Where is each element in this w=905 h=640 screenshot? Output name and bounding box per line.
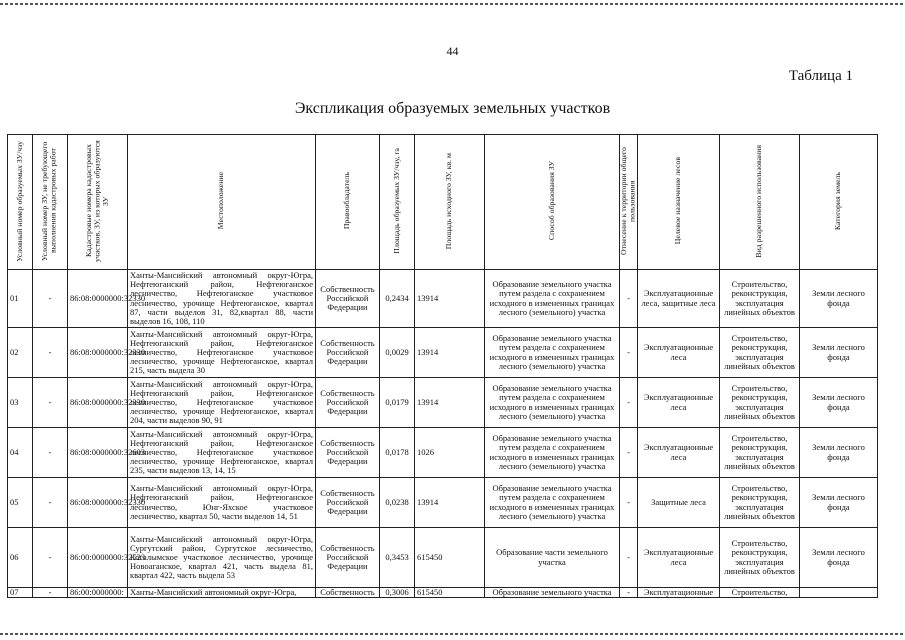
cell-area: 0,2434 xyxy=(380,270,415,328)
cell-purpose: Эксплуатационные леса xyxy=(638,378,720,428)
cell-category: Земли лесного фонда xyxy=(800,528,878,588)
cell-purpose: Эксплуатационные леса xyxy=(638,428,720,478)
cell-location: Ханты-Мансийский автономный округ-Югра, Нефтеюганский район, Нефтеюганское лесничество, Нефтеюганское участковое лесничество, урочище Нефтеюганское, квартал 215, часть выдела 30 xyxy=(128,328,316,378)
cell-owner: Собственность Российской Федерации xyxy=(316,528,380,588)
page-number: 44 xyxy=(446,44,459,58)
cell-common: - xyxy=(620,328,638,378)
cell-owner: Собственность Российской Федерации xyxy=(316,270,380,328)
table-row xyxy=(8,428,878,478)
column-header: Способ образования ЗУ xyxy=(546,161,556,241)
cell-num: 02 xyxy=(8,328,33,378)
cell-owner: Собственность Российской Федерации xyxy=(316,478,380,528)
cell-purpose: Эксплуатационные леса xyxy=(638,328,720,378)
column-header: Местоположение xyxy=(216,172,226,230)
column-header: Площадь исходного ЗУ, кв. м xyxy=(444,152,454,250)
scan-top-edge xyxy=(0,3,905,5)
cell-category: Земли лесного фонда xyxy=(800,428,878,478)
cell-use: Строительство, реконструкция, эксплуатация линейных объектов xyxy=(720,270,800,328)
cell-area: 0,3453 xyxy=(380,528,415,588)
cell-common: - xyxy=(620,270,638,328)
column-header: Площадь образуемых ЗУ/чзу, га xyxy=(391,148,401,254)
cell-cadastral: 86:08:0000000:32330 xyxy=(68,478,128,528)
cell-cadastral: 86:08:0000000:32330 xyxy=(68,328,128,378)
cell-nocad: - xyxy=(33,428,68,478)
cell-purpose: Эксплуатационные xyxy=(638,588,720,598)
cell-num: 07 xyxy=(8,588,33,598)
cell-common: - xyxy=(620,378,638,428)
scan-bottom-edge xyxy=(0,633,905,635)
column-header: Вид разрешенного использования xyxy=(754,144,764,258)
table-row xyxy=(8,588,878,598)
column-header: Правообладатель xyxy=(342,172,352,230)
cell-location: Ханты-Мансийский автономный округ-Югра, Нефтеюганский район, Нефтеюганское лесничество, Нефтеюганское участковое лесничество, урочище Нефтеюганское, квартал 87, части выделов 31, 82,квартал 88, части выделов 16, 108, 110 xyxy=(128,270,316,328)
cell-area: 0,0029 xyxy=(380,328,415,378)
table-row xyxy=(8,328,878,378)
cell-area: 0,3006 xyxy=(380,588,415,598)
column-header: Кадастровые номера кадастровых участков, ЗУ, из которых образуются ЗУ xyxy=(83,140,110,262)
explication-table xyxy=(7,134,878,598)
cell-cadastral: 86:00:0000000: xyxy=(68,588,128,598)
cell-category: Земли лесного фонда xyxy=(800,378,878,428)
cell-location: Ханты-Мансийский автономный округ-Югра, xyxy=(128,588,316,598)
cell-use: Строительство, реконструкция, эксплуатация линейных объектов xyxy=(720,478,800,528)
cell-owner: Собственность xyxy=(316,588,380,598)
document-title: Экспликация образуемых земельных участков xyxy=(294,100,611,117)
table-row xyxy=(8,270,878,328)
cell-cadastral: 86:00:0000000:32523 xyxy=(68,528,128,588)
table-row xyxy=(8,478,878,528)
cell-nocad: - xyxy=(33,528,68,588)
cell-area: 0,0179 xyxy=(380,378,415,428)
cell-source-area: 615450 xyxy=(415,588,485,598)
cell-owner: Собственность Российской Федерации xyxy=(316,328,380,378)
cell-common: - xyxy=(620,478,638,528)
cell-method: Образование земельного участка путем раздела с сохранением исходного в измененных границах лесного (земельного) участка xyxy=(485,378,620,428)
cell-method: Образование земельного участка путем раздела с сохранением исходного в измененных границах лесного (земельного) участка xyxy=(485,270,620,328)
cell-common: - xyxy=(620,588,638,598)
cell-purpose: Эксплуатационные леса xyxy=(638,528,720,588)
cell-owner: Собственность Российской Федерации xyxy=(316,428,380,478)
cell-use: Строительство, xyxy=(720,588,800,598)
table-row xyxy=(8,378,878,428)
cell-method: Образование земельного участка путем раздела с сохранением исходного в измененных границах лесного (земельного) участка xyxy=(485,328,620,378)
cell-num: 06 xyxy=(8,528,33,588)
cell-source-area: 615450 xyxy=(415,528,485,588)
table-label: Таблица 1 xyxy=(788,68,853,84)
cell-owner: Собственность Российской Федерации xyxy=(316,378,380,428)
cell-source-area: 13914 xyxy=(415,270,485,328)
cell-cadastral: 86:08:0000000:32330 xyxy=(68,378,128,428)
cell-method: Образование земельного участка xyxy=(485,588,620,598)
cell-area: 0,0178 xyxy=(380,428,415,478)
header-row xyxy=(8,135,878,270)
cell-num: 03 xyxy=(8,378,33,428)
cell-source-area: 13914 xyxy=(415,478,485,528)
cell-use: Строительство, реконструкция, эксплуатация линейных объектов xyxy=(720,528,800,588)
cell-location: Ханты-Мансийский автономный округ-Югра, Нефтеюганский район, Нефтеюганское лесничество, Нефтеюганское участковое лесничество, урочище Нефтеюганское, квартал 235, части выделов 13, 14, 15 xyxy=(128,428,316,478)
cell-method: Образование земельного участка путем раздела с сохранением исходного в измененных границах лесного (земельного) участка xyxy=(485,428,620,478)
cell-common: - xyxy=(620,428,638,478)
cell-purpose: Защитные леса xyxy=(638,478,720,528)
cell-num: 05 xyxy=(8,478,33,528)
cell-source-area: 1026 xyxy=(415,428,485,478)
cell-nocad: - xyxy=(33,328,68,378)
cell-cadastral: 86:08:0000000:32603 xyxy=(68,428,128,478)
column-header: Условный номер образуемых ЗУ/чзу xyxy=(14,140,24,262)
cell-location: Ханты-Мансийский автономный округ-Югра, Нефтеюганский район, Нефтеюганское лесничество, Нефтеюганское участковое лесничество, урочище Нефтеюганское, квартал 204, части выделов 90, 91 xyxy=(128,378,316,428)
cell-cadastral: 86:08:0000000:32330 xyxy=(68,270,128,328)
cell-nocad: - xyxy=(33,378,68,428)
cell-nocad: - xyxy=(33,478,68,528)
cell-source-area: 13914 xyxy=(415,328,485,378)
column-header: Отнесение к территории общего пользования xyxy=(619,146,637,255)
column-header: Условный номер ЗУ, не требующего выполнения кадастровых работ xyxy=(40,141,58,261)
cell-category: Земли лесного фонда xyxy=(800,478,878,528)
table-row xyxy=(8,528,878,588)
cell-use: Строительство, реконструкция, эксплуатация линейных объектов xyxy=(720,428,800,478)
cell-location: Ханты-Мансийский автономный округ-Югра, Сургутский район, Сургутское лесничество, Когалымское участковое лесничество, урочище Новоаганское, квартал 421, часть выдела 81, квартал 422, часть выдела 53 xyxy=(128,528,316,588)
column-header: Категория земель xyxy=(833,171,843,230)
cell-nocad: - xyxy=(33,588,68,598)
cell-method: Образование земельного участка путем раздела с сохранением исходного в измененных границах лесного (земельного) участка xyxy=(485,478,620,528)
cell-method: Образование части земельного участка xyxy=(485,528,620,588)
cell-nocad: - xyxy=(33,270,68,328)
cell-area: 0,0238 xyxy=(380,478,415,528)
cell-num: 04 xyxy=(8,428,33,478)
cell-category: Земли лесного фонда xyxy=(800,270,878,328)
cell-category: Земли лесного фонда xyxy=(800,328,878,378)
cell-location: Ханты-Мансийский автономный округ-Югра, Нефтеюганский район, Нефтеюганское лесничество, Юнг-Яхское участковое лесничество, квартал 50, части выделов 14, 51 xyxy=(128,478,316,528)
cell-use: Строительство, реконструкция, эксплуатация линейных объектов xyxy=(720,378,800,428)
cell-num: 01 xyxy=(8,270,33,328)
cell-common: - xyxy=(620,528,638,588)
cell-purpose: Эксплуатационные леса, защитные леса xyxy=(638,270,720,328)
column-header: Целевое назначение лесов xyxy=(673,157,683,245)
cell-category xyxy=(800,588,878,598)
cell-source-area: 13914 xyxy=(415,378,485,428)
cell-use: Строительство, реконструкция, эксплуатация линейных объектов xyxy=(720,328,800,378)
